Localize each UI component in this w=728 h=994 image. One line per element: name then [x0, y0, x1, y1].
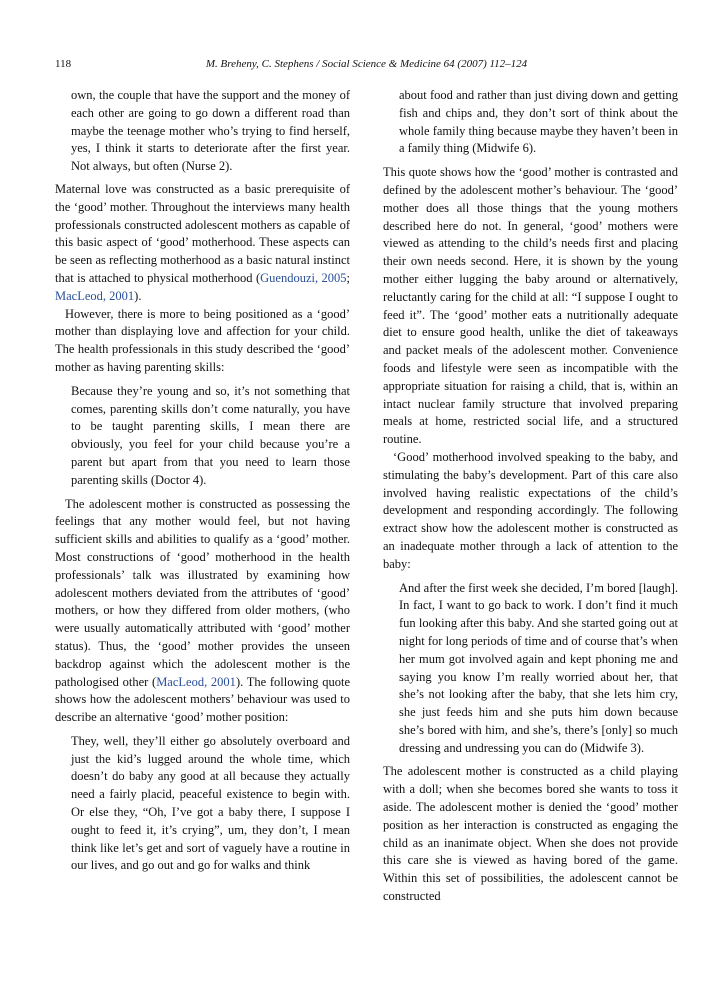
right-column [383, 87, 678, 906]
paragraph-good-mother-contrast: This quote shows how the ‘good’ mother is contrasted and defined by the adolescent mother’s behaviour. The ‘good’ mother does all those things that the young mothers described here do not. In general, ‘good’ mothers were viewed as attending to the child’s needs first and placing their own needs second. Here, it is shown by the young mother either lugging the baby around or alternatively, reluctantly caring for the child at all: “I suppose I ought to feed it”. The ‘good’ mother eats a nutritionally adequate diet to ensure good health, unlike the diet of takeaways and packet meals of the adolescent mother. Convenience foods and lifestyle were seen as incompatible with the appropriate situation for raising a child, that is, within an intact nuclear family structure that involved preparing meals at home, restricted social life, and a structured routine. [383, 165, 678, 447]
running-head: M. Breheny, C. Stephens / Social Science & Medicine 64 (2007) 112–124 [205, 58, 528, 70]
citation-link[interactable]: Guendouzi, 2005 [260, 270, 347, 285]
paragraph-speaking-to-baby: ‘Good’ motherhood involved speaking to the baby, and stimulating the baby’s development. Part of this care also involved having realistic expectations of the child’s development and responding accordingly. The following extract show how the adolescent mother is constructed as an inadequate mother through a lack of attention to the baby: [383, 449, 678, 571]
citation-link[interactable]: MacLeod, 2001 [156, 674, 236, 689]
running-header [55, 58, 678, 74]
paragraph-parenting-skills: However, there is more to being positioned as a ‘good’ mother than displaying love and affection for your child. The health professionals in this study described the ‘good’ mother as having parenting skills: [55, 306, 350, 374]
quote-midwife-3: And after the first week she decided, I’m bored [laugh]. In fact, I want to go back to work. I don’t find it much fun looking after this baby. And she started going out at night for long periods of time and of course that’s when her mum got involved again and kept phoning me and saying you know I’m really worried about her, that she’s not looking after the baby, that she lets him cry, she just feeds him and she puts him down because she’s bored with him, and she’s, there’s [only] so much dressing and undressing you can do (Midwife 3). [399, 580, 678, 755]
citation-link[interactable]: MacLeod, 2001 [55, 288, 135, 303]
quote-doctor-4: Because they’re young and so, it’s not something that comes, parenting skills don’t come naturally, you have to be taught parenting skills, I mean there are obviously, you feel for your child because you’re a parent but apart from that you need to learn those parenting skills (Doctor 4). [71, 383, 350, 487]
quote-continued: own, the couple that have the support and the money of each other are going to go down a different road than maybe the teenage mother who’s trying to find herself, yes, I think it starts to deteriorate after the first year. Not always, but often (Nurse 2). [71, 88, 350, 174]
quote-midwife-6-continued: about food and rather than just diving down and getting fish and chips and, they don’t sort of think about the whole family thing because maybe they haven’t been in a family thing (Midwife 6). [399, 88, 678, 156]
quote-midwife-6: They, well, they’ll either go absolutely overboard and just the kid’s lugged around the whole time, which doesn’t do baby any good at all because they actually need a fairly placid, peaceful existence to begin with. Or else they, “Oh, I’ve got a baby there, I suppose I ought to feed it, it’s crying”, um, they don’t, I mean think like let’s get and sort of vaguely have a routine in our lives, and go out and go for walks and think [71, 733, 350, 873]
left-column [55, 87, 350, 881]
paragraph-child-playing-doll: The adolescent mother is constructed as a child playing with a doll; when she becomes bored she wants to toss it aside. The adolescent mother is denied the ‘good’ mother position as her interaction is constructed as engaging the child as an inanimate object. When she does not provide this care she is viewed as having bored of the game. Within this set of possibilities, the adolescent cannot be constructed [383, 764, 678, 904]
paragraph-adolescent-constructed: The adolescent mother is constructed as possessing the feelings that any mother would feel, but not having sufficient skills and abilities to qualify as a ‘good’ mother. Most constructions of ‘good’ motherhood in the health professionals’ talk was illustrated by examining how adolescent mothers deviated from the attributes of ‘good’ mothers, or how they differed from older mothers, (who were usually automatically attributed with ‘good’ mother status). Thus, the ‘good’ mother provides the unseen backdrop against which the adolescent mother is the pathologised other (MacLeod, 2001). The following quote shows how the adolescent mothers’ behaviour was used to describe an alternative ‘good’ mother position: [55, 496, 350, 725]
page-number: 118 [55, 58, 72, 70]
paragraph-maternal-love: Maternal love was constructed as a basic prerequisite of the ‘good’ mother. Throughout the interviews many health professionals constructed adolescent mothers as capable of this basic aspect of ‘good’ motherhood. These aspects can be seen as reflecting motherhood as a basic natural instinct that is attached to physical motherhood (Guendouzi, 2005; MacLeod, 2001). [55, 181, 350, 303]
